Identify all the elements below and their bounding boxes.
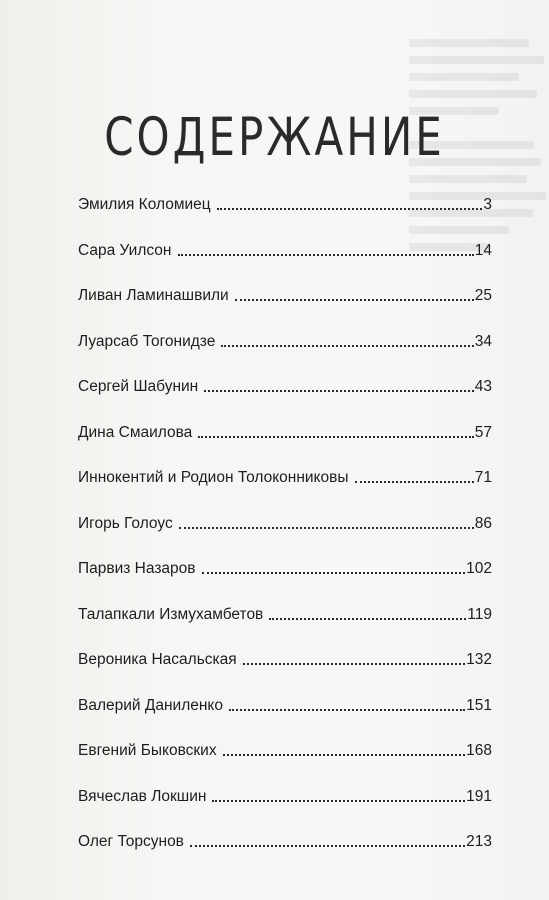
page-title: СОДЕРЖАНИЕ [104,106,445,168]
toc-entry-page-number: 71 [474,469,492,486]
toc-entry-page-number: 151 [466,696,492,714]
toc-entry-page-number: 25 [474,287,492,304]
toc-entry-page-number: 86 [474,514,492,532]
dot-leader [212,800,465,802]
toc-entry-name: Ливан Ламинашвили [78,287,229,304]
toc-entry-name: Эмилия Коломиец [78,196,211,213]
dot-leader [204,390,474,392]
dot-leader [223,754,466,756]
toc-entry-page-number: 168 [466,742,492,759]
toc-entry-page-number: 34 [474,332,492,350]
toc-entry-page-number: 102 [466,560,492,577]
toc-entry [78,559,492,578]
toc-entry [78,332,492,351]
toc-entry [78,423,492,442]
dot-leader [355,481,474,483]
toc-entry-name: Парвиз Назаров [78,560,196,577]
dot-leader [217,208,483,210]
toc-entry-page-number: 43 [474,378,492,395]
toc-entry [78,741,492,760]
toc-entry-name: Иннокентий и Родион Толоконниковы [78,469,349,486]
toc-entry-name: Луарсаб Тогонидзе [78,332,216,350]
toc-entry [78,605,492,624]
toc-entry-name: Сара Уилсон [78,241,172,259]
toc-entry-page-number: 119 [467,605,492,623]
toc-entry [78,468,492,487]
toc-entry-page-number: 57 [474,423,492,441]
toc-entry [78,787,492,806]
toc-entry-name: Талапкали Измухамбетов [78,605,264,623]
toc-entry [78,832,492,851]
toc-entry-name: Олег Торсунов [78,833,184,850]
toc-entry-page-number: 3 [483,196,492,213]
toc-entry-name: Вячеслав Локшин [78,787,207,805]
table-of-contents [78,195,492,878]
toc-entry [78,650,492,669]
dot-leader [178,254,474,256]
toc-entry [78,514,492,533]
dot-leader [229,709,465,711]
toc-entry [78,241,492,260]
dot-leader [202,572,466,574]
toc-entry-name: Сергей Шабунин [78,378,199,395]
toc-entry-name: Игорь Голоус [78,514,173,532]
toc-entry-page-number: 14 [474,241,492,259]
toc-entry-name: Дина Смаилова [78,423,193,441]
toc-entry-page-number: 191 [466,787,492,805]
dot-leader [198,436,473,438]
dot-leader [179,527,474,529]
toc-entry [78,696,492,715]
toc-entry-name: Вероника Насальская [78,651,237,668]
toc-entry [78,195,492,214]
dot-leader [243,663,465,665]
toc-entry [78,286,492,305]
toc-entry-page-number: 213 [466,833,492,850]
dot-leader [221,345,473,347]
toc-entry-name: Валерий Даниленко [78,696,224,714]
dot-leader [235,299,474,301]
dot-leader [269,618,466,620]
toc-entry-name: Евгений Быковских [78,742,217,759]
dot-leader [190,845,465,847]
toc-entry [78,377,492,396]
toc-entry-page-number: 132 [466,651,492,668]
